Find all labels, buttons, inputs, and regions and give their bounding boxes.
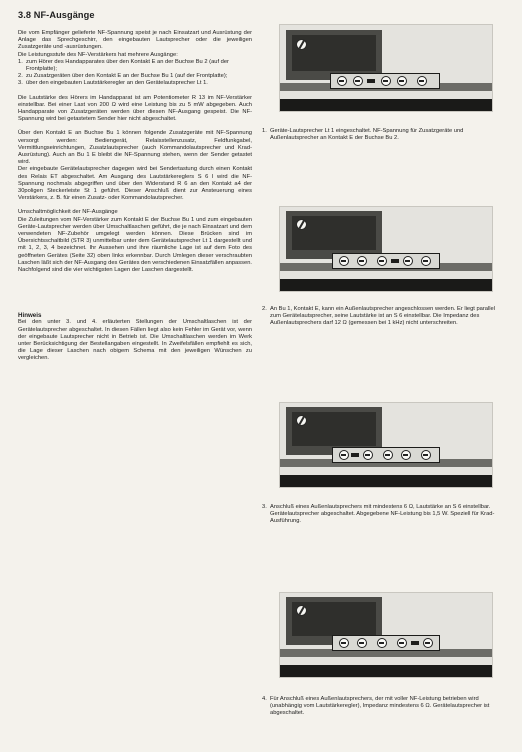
output-item [18, 73, 252, 80]
screw-icon [403, 256, 413, 266]
caption-number: 4. [262, 696, 267, 702]
strap-link [351, 453, 359, 457]
chassis-base [280, 279, 492, 291]
screw-icon [381, 76, 391, 86]
switch-section-title: Umschaltmöglichkeit der NF-Ausgänge [18, 209, 118, 216]
speaker-relay-paragraph: Der eingebaute Gerätelautsprecher dagegen wird bei Sendertastung durch einen Kontakt des Relais ET abgeschaltet. Am Ausgang des Lautstärkereglers S 6 I wird die NF-Spannung nochmals abgegriffen und über den Widerstand R 6 an den Kontakt a4 der 30poligen Steckerleiste St 1 geführt. Dieser Anschluß dient zur Ansteuerung eines Verstärkers, z. B. für einen Zusatz- oder Kommandolautsprecher. [18, 166, 252, 202]
output-item-number: 2. [18, 73, 23, 80]
terminal-strip [332, 635, 440, 651]
screw-icon [401, 450, 411, 460]
screw-icon [339, 450, 349, 460]
caption-number: 3. [262, 504, 267, 510]
switch-section-text: Die Zuleitungen vom NF-Verstärker zum Kontakt E der Buchse Bu 1 und zum eingebauten Geräte-Lautsprecher werden über Umschaltlaschen geführt, die je nach Einsatzart und dem verwendeten NF-Zubehör umgelegt werden können. Diese Brücken sind im Übersichtsschaltbild (STR 3) unmittelbar unter dem Gerätelautsprecher Lt 1 dargestellt und mit 1, 2, 3, 4 bezeichnet. Ihr Aussehen und ihre räumliche Lage ist auf dem Foto des geöffneten Gerätes (Seite 32) oben links erkennbar. Durch Umlegen dieser verschraubten Laschen läßt sich der NF-Ausgang des Gerätes den verschiedenen Einsatzfällen anpassen. Nachfolgend sind die vier wichtigsten Lagen der Laschen dargestellt. [18, 216, 252, 274]
screw-icon [421, 450, 431, 460]
strap-link [367, 79, 375, 83]
handset-volume-paragraph: Die Lautstärke des Hörers im Handapparat ist am Potentiometer R 13 im NF-Verstärker einstellbar. Bei einer Last von 200 Ω wird eine Leistung bis zu 5 mW abgegeben. Auch Handapparate von Zusatzgeräten werden über diesen NF-Ausgang gespeist. Die NF-Spannung wird bei getastetem Sender hier nicht abgeschaltet. [18, 94, 252, 123]
note-text: Bei den unter 3. und 4. erläuterten Stellungen der Umschaltlaschen ist der Gerätelautsprecher abgeschaltet. In diesen Fällen liegt also kein Fehler im Gerät vor, wenn der eingebaute Lautsprecher nicht in Betrieb ist. Die Umschaltlaschen werden im Werk unter Berücksichtigung der Bestellangaben eingestellt. In Zweifelsfällen empfiehlt es sich, die Lage dieser Laschen nach obigem Schema mit den jeweiligen Wünschen zu vergleichen. [18, 319, 252, 362]
terminal-strip [332, 253, 440, 269]
note-title: Hinweis [18, 312, 42, 320]
caption-text: Geräte-Lautsprecher Lt 1 eingeschaltet. NF-Spannung für Zusatzgeräte und Außenlautsprecher an Kontakt E der Buchse Bu 2. [270, 128, 464, 142]
accessory-supply-paragraph: Über den Kontakt E an Buchse Bu 1 können folgende Zusatzgeräte mit NF-Spannung versorgt werden: Bediengerät, Relaisstellenzusatz, Feldfunkgabel, Vermittlungseinrichtungen, Zusatzlautsprecher (auch Kommandolautsprecher und Krad-Ausrüstung). Auch an Bu 1 E bleibt die NF-Spannung stehen, wenn der Sender getastet wird. [18, 130, 252, 166]
screw-icon [423, 638, 433, 648]
screw-icon [397, 638, 407, 648]
intro-paragraph: Die vom Empfänger gelieferte NF-Spannung speist je nach Einsatzart und Ausrüstung der Anlage das Sprechgeschirr, den eingebauten Lautsprecher oder die jeweiligen Zusatzgeräte und -ausrüstungen. [18, 30, 252, 51]
screw-icon [353, 76, 363, 86]
strap-link [391, 259, 399, 263]
screw-icon [377, 256, 387, 266]
screw-icon [417, 76, 427, 86]
screw-icon [357, 256, 367, 266]
terminal-strip [330, 73, 440, 89]
chassis-base [280, 99, 492, 111]
photo-terminal-strip-position-3 [279, 402, 493, 488]
output-list [18, 59, 252, 88]
output-item-number: 1. [18, 58, 23, 65]
caption-text: An Bu 1, Kontakt E, kann ein Außenlautsprecher angeschlossen werden. Er liegt parallel zum Gerätelautsprecher, seine Lautstärke ist an S 6 einstellbar. Die Impedanz des Außenlautsprechers darf 12 Ω (gemessen bei 1 kHz) nicht unterschreiten. [270, 306, 496, 327]
photo-terminal-strip-position-4 [279, 592, 493, 678]
output-item-text: über den eingebauten Lautstärkeregler an den Gerätelautsprecher Lt 1. [26, 80, 208, 87]
photo-terminal-strip-position-1 [279, 24, 493, 112]
caption-text: Für Anschluß eines Außenlautsprechers, der mit voller NF-Leistung betrieben wird (unabhängig vom Lautstärkeregler), Impedanz mindestens 6 Ω. Gerätelautsprecher ist abgeschaltet. [270, 696, 490, 717]
screw-icon [363, 450, 373, 460]
knob-icon [296, 219, 307, 230]
caption-4 [262, 696, 500, 718]
intro-outputs-lead: Die Leistungsstufe des NF-Verstärkers hat mehrere Ausgänge: [18, 51, 178, 58]
section-heading: 3.8 NF-Ausgänge [18, 10, 95, 20]
caption-text: Anschluß eines Außenlautsprechers mit mindestens 6 Ω, Lautstärke an S 6 einstellbar. Gerätelautsprecher abgeschaltet. Abgegebene NF-Leistung bis 1,5 W. Speziell für Krad-Ausführung. [270, 504, 495, 525]
screw-icon [377, 638, 387, 648]
chassis-base [280, 665, 492, 677]
screw-icon [339, 256, 349, 266]
strap-link [411, 641, 419, 645]
output-item-text: zum Hörer des Handapparates über den Kontakt E an der Buchse Bu 2 (auf der Frontplatte); [26, 58, 229, 73]
knob-icon [296, 605, 307, 616]
left-column [18, 10, 252, 370]
knob-icon [296, 415, 307, 426]
screw-icon [397, 76, 407, 86]
screw-icon [339, 638, 349, 648]
output-item-text: zu Zusatzgeräten über den Kontakt E an der Buchse Bu 1 (auf der Frontplatte); [26, 73, 228, 80]
caption-1 [262, 128, 500, 142]
output-item [18, 59, 252, 73]
caption-number: 2. [262, 306, 267, 312]
screw-icon [383, 450, 393, 460]
knob-icon [296, 39, 307, 50]
terminal-strip [332, 447, 440, 463]
screw-icon [357, 638, 367, 648]
photo-terminal-strip-position-2 [279, 206, 493, 292]
output-item [18, 80, 252, 87]
output-item-number: 3. [18, 80, 23, 87]
caption-2 [262, 306, 500, 328]
caption-number: 1. [262, 128, 267, 134]
chassis-base [280, 475, 492, 487]
screw-icon [421, 256, 431, 266]
screw-icon [337, 76, 347, 86]
caption-3 [262, 504, 500, 526]
